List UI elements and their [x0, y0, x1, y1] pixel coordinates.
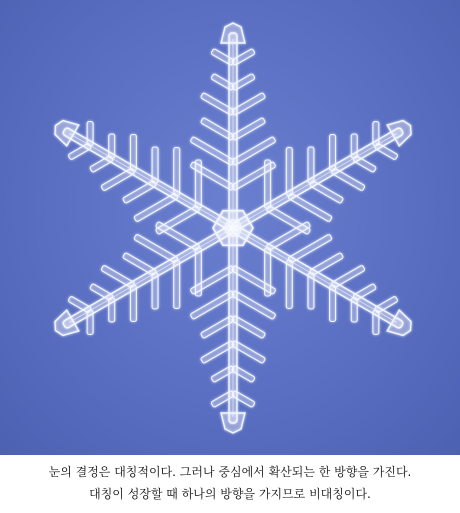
caption	[0, 455, 460, 513]
snowflake-arm	[190, 228, 276, 433]
caption-line-2: 대칭이 성장할 때 하나의 방향을 가지므로 비대칭이다.	[89, 487, 371, 501]
snowflake-arm	[190, 23, 276, 228]
caption-line-1: 눈의 결정은 대칭적이다. 그러나 중심에서 확산되는 한 방향을 가진다.	[48, 465, 412, 479]
